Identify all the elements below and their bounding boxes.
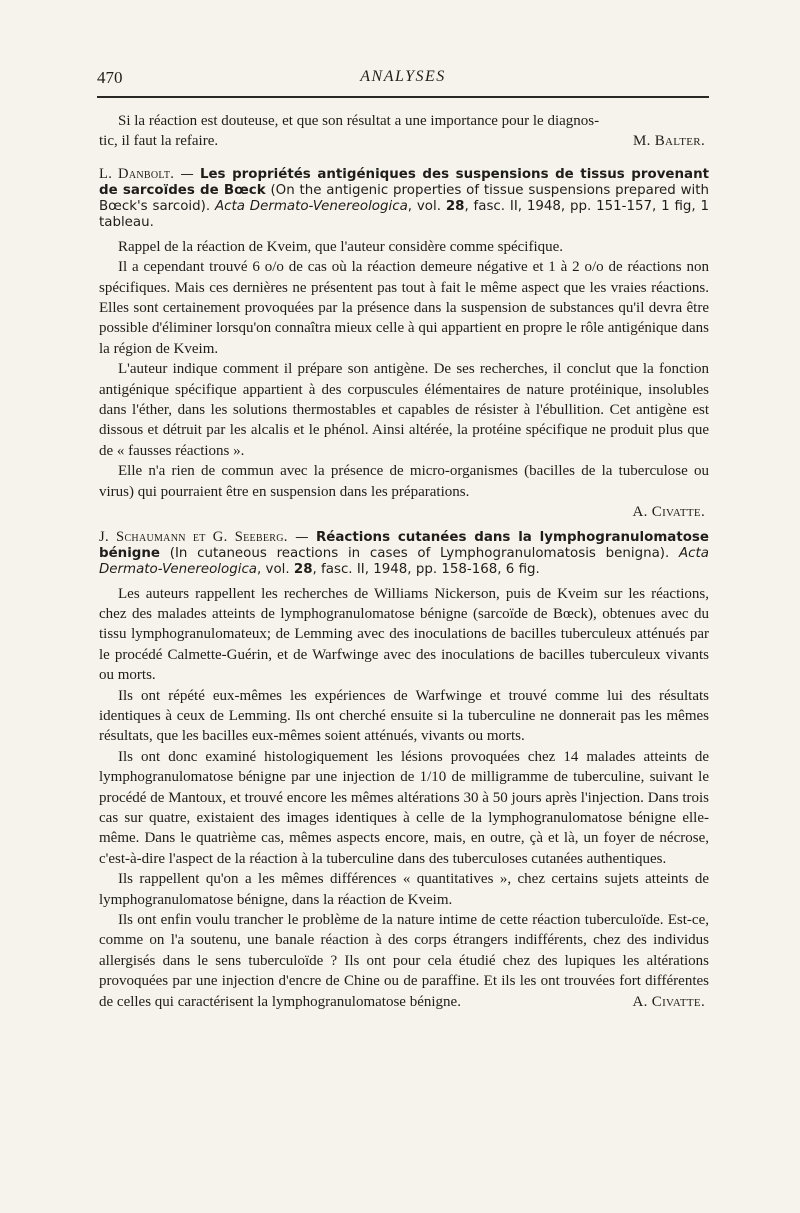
entry2-paragraph: Ils ont répété eux-mêmes les expériences de Warfwinge et trouvé comme lui des résultats identiques à ceux de Lemming. Ils ont cherché ensuite si la tuberculine ne donnerait pas les mêmes résultats, que les bacilles eux-mêmes soient atténués, vivants ou morts. [99, 687, 709, 745]
entry2-title: Réactions cutanées dans la lymphogranulomatose bénigne [99, 529, 709, 561]
entry1-title: Les propriétés antigéniques des suspensions de tissus provenant de sarcoïdes de Bœck [99, 166, 710, 198]
page-header [97, 66, 709, 98]
entry2-paragraph: Ils ont donc examiné histologiquement les lésions provoquées chez 14 malades atteints de lymphogranulomatose bénigne par une injection de 1/10 de milligramme de tuberculine, suivant le procédé de Mantoux, et trouvé encore les mêmes altérations 30 à 50 jours après l'injection. Dans trois cas sur quatre, existaient des images identiques à celle de la lymphogranulomatose bénigne elle-même. Dans le quatrième cas, mêmes aspects encore, mais, en outre, çà et là, un foyer de nécrose, c'est-à-dire l'aspect de la réaction à la tuberculine dans des tuberculoses cutanées authentiques. [99, 748, 709, 867]
page-number: 470 [97, 68, 123, 87]
entry2-authors: J. Schaumann et G. Seeberg. [99, 528, 288, 545]
entry2-paragraph-last [99, 910, 709, 1012]
entry1-note: (On the antigenic properties of tissue suspensions prepared with Bœck's sarcoid). [99, 182, 709, 214]
entry2-paragraph-text: Ils ont enfin voulu trancher le problème de la nature intime de cette réaction tuberculoïde. Est-ce, comme on l'a soutenu, une banale réaction à des corps étrangers indifférents, chez des individus allergisés dans le sens tuberculoïde ? Ils ont pour cela étudié chez des lupiques les altérations provoquées par une injection d'encre de Chine ou de paraffine. Et ils les ont trouvées fort différentes de celles qui caractérisent la lymphogranulomatose bénigne. [99, 912, 709, 1010]
entry1-vol-prefix: , vol. [407, 198, 446, 214]
entry2-signature: A. Civatte. [632, 993, 705, 1010]
entry2-paragraph: Ils rappellent qu'on a les mêmes différences « quantitatives », chez certains sujets atteints de lymphogranulomatose bénigne, dans la réaction de Kveim. [99, 871, 709, 908]
entry1-paragraph: Rappel de la réaction de Kveim, que l'auteur considère comme spécifique. [118, 238, 564, 255]
entry2-vol-prefix: , vol. [257, 561, 294, 577]
entry1-paragraph: Il a cependant trouvé 6 o/o de cas où la réaction demeure négative et 1 à 2 o/o de réactions non spécifiques. Mais ces dernières ne présentent pas tout à fait le même aspect que les vraies réactions. Elles sont certainement provoquées par la présence dans la suspension de substances qu'il devra être possible d'éliminer lorsqu'on connaîtra mieux celle à qui appartient en propre le rôle antigénique dans la région de Kveim. [99, 259, 709, 357]
entry2-paragraph: Les auteurs rappellent les recherches de Williams Nickerson, puis de Kveim sur les réactions, chez des malades atteints de lymphogranulomatose bénigne (sarcoïde de Bœck), obtenues avec du tissu lymphogranulomateux; de Lemming avec des inoculations de bacilles tuberculeux atténués par le procédé Calmette-Guérin, et de Warfwinge avec des inoculations de bacilles tuberculeux vivants ou morts. [99, 585, 709, 684]
entry2-journal: Acta Dermato-Venereologica [99, 545, 709, 577]
entry2-ref: , fasc. II, 1948, pp. 158-168, 6 fig. [312, 561, 540, 577]
entry1-authors: L. Danbolt. [99, 165, 175, 182]
entry1-journal: Acta Dermato-Venereologica [214, 198, 408, 214]
entry1-heading [99, 166, 709, 231]
prev-text-b: tic, il faut la refaire. [99, 133, 219, 150]
prev-signature: M. Balter. [632, 133, 705, 150]
running-head: ANALYSES [360, 68, 446, 85]
prev-text-a: Si la réaction est douteuse, et que son résultat a une importance pour le diagnos- [118, 113, 600, 129]
entry2-vol: 28 [293, 561, 313, 577]
entry1-vol: 28 [445, 198, 465, 214]
prev-text [99, 111, 709, 152]
entry2-note: (In cutaneous reactions in cases of Lymphogranulomatosis benigna). [160, 545, 680, 561]
entry1-paragraph: Elle n'a rien de commun avec la présence de micro-organismes (bacilles de la tuberculose ou virus) qui pourraient être en suspension dans les préparations. [99, 463, 709, 500]
entry1-paragraph: L'auteur indique comment il prépare son antigène. De ses recherches, il conclut que la fonction antigénique spécifique appartient à des corpuscules élémentaires de nature protéinique, insolubles dans l'éther, dans les solutions thermostables et capables de résister à l'ébullition. Cet antigène est dissous et détruit par les alcalis et le phénol. Ainsi altérée, la protéine spécifique ne produit plus que de « fausses réactions ». [99, 361, 709, 459]
page-content [99, 111, 709, 1012]
entry1-ref: , fasc. II, 1948, pp. 151-157, 1 fig, 1 tableau. [99, 198, 710, 230]
entry1-signature: A. Civatte. [632, 504, 705, 521]
entry2-dash: — [287, 529, 316, 545]
entry2-heading [99, 529, 709, 578]
entry1-dash: — [174, 166, 200, 182]
